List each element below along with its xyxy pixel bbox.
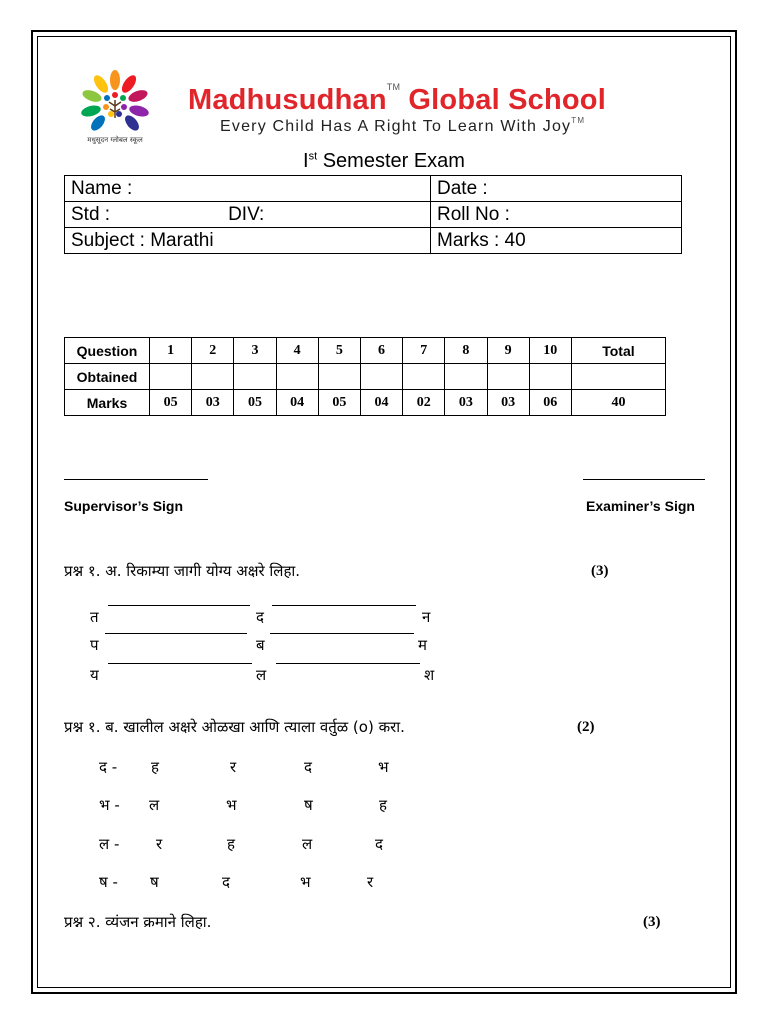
exam-title: Ist Semester Exam <box>303 150 465 172</box>
date-field[interactable]: Date : <box>431 176 682 202</box>
obtained-cell[interactable] <box>571 364 665 390</box>
question-row: Question 1 2 3 4 5 6 7 8 9 10 Total <box>65 338 666 364</box>
question-2: प्रश्न २. व्यंजन क्रमाने लिहा. <box>64 913 212 931</box>
question-1b-marks: (2) <box>577 719 595 735</box>
supervisor-sign-line[interactable] <box>64 479 208 480</box>
question-1a-marks: (3) <box>591 563 609 579</box>
school-name: Madhusudhan™ Global School <box>188 82 606 116</box>
obtained-cell[interactable] <box>192 364 234 390</box>
roll-no-field[interactable]: Roll No : <box>431 202 682 228</box>
obtained-row: Obtained <box>65 364 666 390</box>
std-div-field[interactable]: Std : DIV: <box>65 202 431 228</box>
subject-field: Subject : Marathi <box>65 228 431 254</box>
student-info-table <box>64 175 682 254</box>
school-tagline: Every Child Has A Right To Learn With Joy™ <box>220 116 586 135</box>
obtained-cell[interactable] <box>150 364 192 390</box>
blank-line[interactable] <box>105 633 247 634</box>
question-2-marks: (3) <box>643 914 661 930</box>
obtained-cell[interactable] <box>487 364 529 390</box>
blank-line[interactable] <box>276 663 420 664</box>
obtained-cell[interactable] <box>234 364 276 390</box>
question-1b: प्रश्न १. ब. खालील अक्षरे ओळखा आणि त्याला वर्तुळ (o) करा. <box>64 718 405 736</box>
school-logo-icon <box>60 68 170 146</box>
obtained-cell[interactable] <box>318 364 360 390</box>
marks-table <box>64 337 666 416</box>
blank-row: प ब म <box>90 635 450 655</box>
obtained-cell[interactable] <box>529 364 571 390</box>
obtained-cell[interactable] <box>445 364 487 390</box>
examiner-sign-label: Examiner’s Sign <box>586 498 695 514</box>
obtained-cell[interactable] <box>276 364 318 390</box>
supervisor-sign-label: Supervisor’s Sign <box>64 498 184 514</box>
question-1a: प्रश्न १. अ. रिकाम्या जागी योग्य अक्षरे लिहा. <box>64 562 301 580</box>
blank-line[interactable] <box>272 605 416 606</box>
obtained-cell[interactable] <box>360 364 402 390</box>
name-field[interactable]: Name : <box>65 176 431 202</box>
svg-text:मधुसूदन ग्लोबल स्कूल: मधुसूदन ग्लोबल स्कूल <box>87 136 143 144</box>
blank-row: य ल श <box>90 665 450 685</box>
marks-row: Marks 05 03 05 04 05 04 02 03 03 06 40 <box>65 390 666 416</box>
blank-line[interactable] <box>108 605 250 606</box>
blank-line[interactable] <box>270 633 414 634</box>
examiner-sign-line[interactable] <box>583 479 705 480</box>
blank-line[interactable] <box>108 663 252 664</box>
obtained-cell[interactable] <box>403 364 445 390</box>
blank-row: त द न <box>90 607 450 627</box>
marks-field: Marks : 40 <box>431 228 682 254</box>
